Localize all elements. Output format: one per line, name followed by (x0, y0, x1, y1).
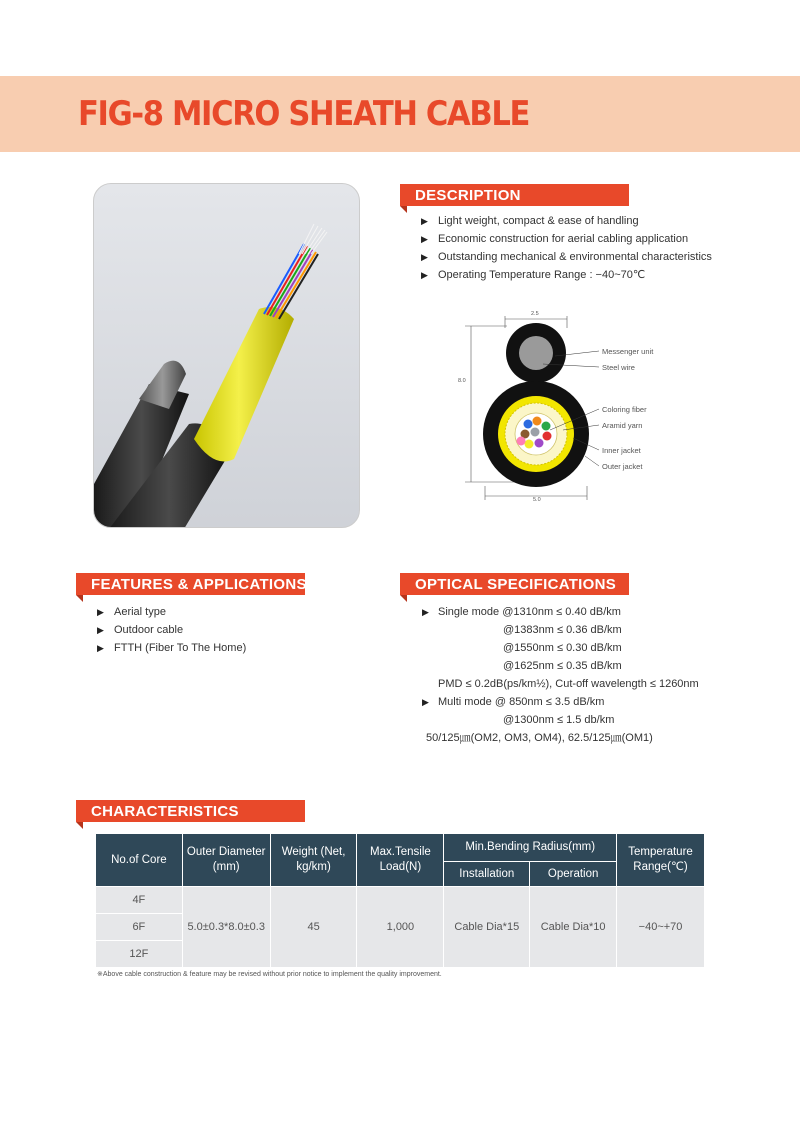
spec-row: @1550nm ≤ 0.30 dB/km (503, 642, 622, 654)
weight-cell: 45 (270, 887, 357, 968)
list-item: ▶ Economic construction for aerial cabling application (421, 233, 689, 245)
header-weight: Weight (Net, kg/km) (270, 834, 357, 887)
header-tensile: Max.Tensile Load(N) (357, 834, 444, 887)
steel-wire (519, 336, 553, 370)
operation-cell: Cable Dia*10 (530, 887, 617, 968)
core-cell: 4F (96, 887, 183, 914)
svg-text:Steel wire: Steel wire (602, 363, 635, 372)
spec-row: @1383nm ≤ 0.36 dB/km (503, 624, 622, 636)
spec-row: ▶ Multi mode @ 850nm ≤ 3.5 dB/km (422, 696, 605, 708)
core-cell: 6F (96, 914, 183, 941)
installation-cell: Cable Dia*15 (444, 887, 530, 968)
list-item: ▶ Aerial type (97, 606, 166, 618)
svg-text:Aramid yarn: Aramid yarn (602, 421, 643, 430)
svg-text:Outer jacket: Outer jacket (602, 462, 643, 471)
header-outer-diameter: Outer Diameter (mm) (182, 834, 270, 887)
spec-row: @1625nm ≤ 0.35 dB/km (503, 660, 622, 672)
cable-photo (93, 183, 360, 528)
header-installation: Installation (444, 862, 530, 887)
core-cell: 12F (96, 941, 183, 968)
features-list (95, 603, 246, 657)
spec-row: @1300nm ≤ 1.5 db/km (503, 714, 615, 726)
characteristics-table (95, 833, 705, 968)
header-temperature: Temperature Range(℃) (617, 834, 705, 887)
svg-text:Inner jacket: Inner jacket (602, 446, 641, 455)
temperature-cell: −40~+70 (617, 887, 705, 968)
list-item: ▶ Outdoor cable (97, 624, 184, 636)
svg-text:Coloring fiber: Coloring fiber (602, 405, 647, 414)
svg-text:8.0: 8.0 (458, 378, 466, 384)
tensile-cell: 1,000 (357, 887, 444, 968)
optical-specs (420, 603, 750, 747)
list-item: ▶ FTTH (Fiber To The Home) (97, 642, 247, 654)
table-row (96, 887, 705, 914)
spec-row: ▶ Single mode @1310nm ≤ 0.40 dB/km (422, 606, 621, 618)
svg-text:2.5: 2.5 (531, 311, 539, 317)
description-list (419, 212, 712, 284)
cross-section-diagram (455, 306, 685, 502)
list-item: ▶ Light weight, compact & ease of handling (421, 215, 639, 227)
header-core: No.of Core (96, 834, 183, 887)
spec-row: 50/125㎛(OM2, OM3, OM4), 62.5/125㎛(OM1) (426, 732, 653, 744)
svg-text:5.0: 5.0 (533, 497, 541, 502)
list-item: ▶ Operating Temperature Range : −40~70℃ (421, 269, 646, 281)
footnote: ※Above cable construction & feature may be revised without prior notice to implement the quality improvement. (97, 971, 442, 978)
spec-row: PMD ≤ 0.2dB(ps/km½), Cut-off wavelength ≤ 1260nm (438, 678, 699, 690)
page-title: FIG-8 MICRO SHEATH CABLE (78, 94, 530, 134)
list-item: ▶ Outstanding mechanical & environmental characteristics (421, 251, 712, 263)
header-operation: Operation (530, 862, 617, 887)
cable-illustration (94, 184, 360, 528)
svg-text:Messenger unit: Messenger unit (602, 347, 654, 356)
outer-diameter-cell: 5.0±0.3*8.0±0.3 (182, 887, 270, 968)
header-bending: Min.Bending Radius(mm) (444, 834, 617, 862)
